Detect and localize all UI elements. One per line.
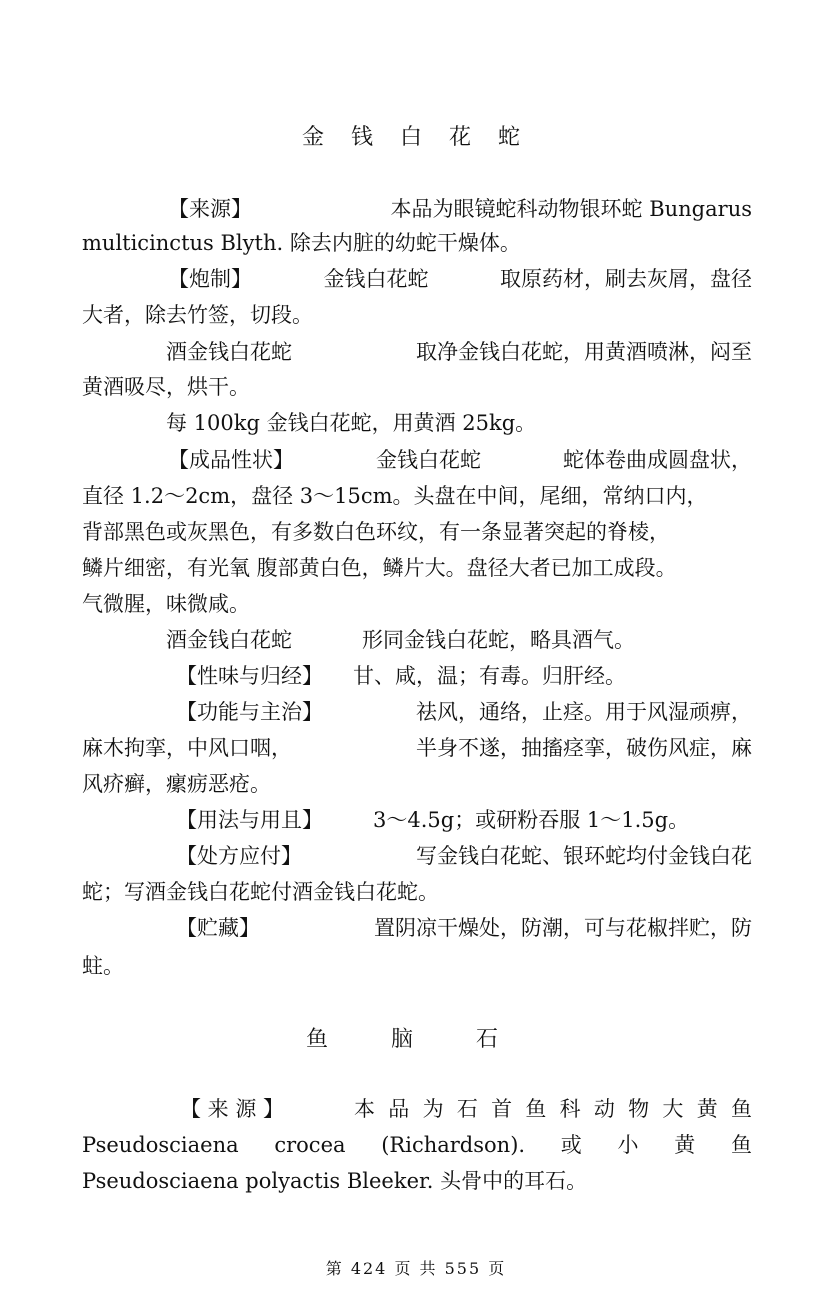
section2-source-word-1-2: 为 xyxy=(422,1097,444,1121)
section2-source-word-2-3: 或 xyxy=(560,1133,582,1157)
traits-text-4: 鳞片细密，有光氧 腹部黄白色，鳞片大。盘径大者已加工成段。 xyxy=(82,556,677,580)
function-line-3 xyxy=(82,769,752,799)
wine-traits-line xyxy=(82,625,752,655)
source-text: 本品为眼镜蛇科动物银环蛇 Bungarus xyxy=(390,197,752,221)
storage-label: 【贮藏】 xyxy=(176,916,260,940)
traits-text-2: 直径 1.2～2cm，盘径 3～15cm。头盘在中间，尾细，常纳口内， xyxy=(82,484,708,508)
section2-source-line-3 xyxy=(82,1166,752,1196)
wine-text-cont: 黄酒吸尽，烘干。 xyxy=(82,375,250,399)
storage-text-2: 蛀。 xyxy=(82,954,124,978)
section2-source-word-2-6: 鱼 xyxy=(730,1133,752,1157)
section2-source-word-1-5: 鱼 xyxy=(525,1097,547,1121)
processing-text-cont: 大者，除去竹签，切段。 xyxy=(82,303,313,327)
function-label: 【功能与主治】 xyxy=(176,700,323,724)
section2-source-word-2-0: Pseudosciaena xyxy=(82,1133,239,1157)
wine-traits-item: 酒金钱白花蛇 xyxy=(166,628,292,652)
processing-label: 【炮制】 xyxy=(168,267,252,291)
section2-source-word-1-6: 科 xyxy=(559,1097,581,1121)
section2-source-words-1 xyxy=(354,1094,752,1124)
source-line-1 xyxy=(82,194,752,224)
page-footer: 第 424 页 共 555 页 xyxy=(325,1259,507,1278)
traits-line-3 xyxy=(82,517,752,547)
section2-source-text-3: Pseudosciaena polyactis Bleeker. 头骨中的耳石。 xyxy=(82,1169,588,1193)
traits-text: 蛇体卷曲成圆盘状， xyxy=(563,448,752,472)
section2-source-label: 【 来 源 】 xyxy=(180,1097,285,1121)
ratio-text: 每 100kg 金钱白花蛇，用黄酒 25kg。 xyxy=(166,411,537,435)
storage-line-2 xyxy=(82,951,752,981)
usage-line xyxy=(82,805,752,835)
function-text-2b: 半身不遂，抽搐痉挛，破伤风症，麻 xyxy=(416,736,752,760)
prescription-text: 写金钱白花蛇、银环蛇均付金钱白花 xyxy=(416,844,752,868)
section2-source-line-1 xyxy=(82,1094,752,1124)
section2-source-word-1-11: 鱼 xyxy=(730,1097,752,1121)
traits-label: 【成品性状】 xyxy=(168,448,294,472)
source-label: 【来源】 xyxy=(168,197,252,221)
storage-text: 置阴凉干燥处，防潮，可与花椒拌贮，防 xyxy=(374,916,752,940)
section2-source-line-2 xyxy=(82,1130,752,1160)
source-text-cont: multicinctus Blyth. 除去内脏的幼蛇干燥体。 xyxy=(82,231,521,255)
wine-traits-text: 形同金钱白花蛇，略具酒气。 xyxy=(362,628,635,652)
traits-line-4 xyxy=(82,553,752,583)
section2-source-word-1-9: 大 xyxy=(662,1097,684,1121)
section2-source-word-1-3: 石 xyxy=(456,1097,478,1121)
processing-line-1 xyxy=(82,264,752,294)
prescription-label: 【处方应付】 xyxy=(176,844,302,868)
section2-source-word-1-0: 本 xyxy=(354,1097,376,1121)
traits-line-1 xyxy=(82,445,752,475)
processing-line-2 xyxy=(82,300,752,330)
traits-item: 金钱白花蛇 xyxy=(376,448,481,472)
ratio-line xyxy=(82,408,752,438)
function-text-3: 风疥癣，瘰疬恶疮。 xyxy=(82,772,271,796)
prescription-line-1 xyxy=(82,841,752,871)
section2-source-word-1-4: 首 xyxy=(491,1097,513,1121)
section-title-yunaoshi: 鱼 脑 石 xyxy=(306,1027,526,1052)
section2-source-word-1-8: 物 xyxy=(628,1097,650,1121)
function-text: 祛风，通络，止痉。用于风湿顽痹， xyxy=(416,700,752,724)
section2-source-word-2-5: 黄 xyxy=(674,1133,696,1157)
traits-text-3: 背部黑色或灰黑色，有多数白色环纹，有一条显著突起的脊棱， xyxy=(82,520,670,544)
function-line-1 xyxy=(82,697,752,727)
processing-text: 取原药材，刷去灰屑，盘径 xyxy=(500,267,752,291)
section2-source-word-1-10: 黄 xyxy=(696,1097,718,1121)
usage-text: 3～4.5g；或研粉吞服 1～1.5g。 xyxy=(373,808,690,832)
section2-source-word-1-7: 动 xyxy=(593,1097,615,1121)
traits-text-5: 气微腥，味微咸。 xyxy=(82,592,250,616)
prescription-line-2 xyxy=(82,877,752,907)
section-title-jinqian-baihuashe: 金 钱 白 花 蛇 xyxy=(302,125,530,150)
traits-line-2 xyxy=(82,481,752,511)
section2-source-word-2-4: 小 xyxy=(617,1133,639,1157)
wine-text: 取净金钱白花蛇，用黄酒喷淋，闷至 xyxy=(416,340,752,364)
usage-label: 【用法与用且】 xyxy=(176,808,323,832)
traits-line-5 xyxy=(82,589,752,619)
wine-processing-line-1 xyxy=(82,337,752,367)
taste-line xyxy=(82,661,752,691)
section2-source-word-2-1: crocea xyxy=(274,1133,346,1157)
taste-text: 甘、咸，温；有毒。归肝经。 xyxy=(353,664,626,688)
section2-source-word-1-1: 品 xyxy=(388,1097,410,1121)
function-line-2 xyxy=(82,733,752,763)
function-text-2a: 麻木拘挛，中风口咽， xyxy=(82,736,292,760)
processing-item: 金钱白花蛇 xyxy=(323,267,429,291)
wine-item: 酒金钱白花蛇 xyxy=(166,340,292,364)
storage-line-1 xyxy=(82,913,752,943)
wine-processing-line-2 xyxy=(82,372,752,402)
source-line-2 xyxy=(82,228,752,258)
section2-source-word-2-2: (Richardson). xyxy=(381,1133,526,1157)
prescription-text-2: 蛇；写酒金钱白花蛇付酒金钱白花蛇。 xyxy=(82,880,439,904)
taste-label: 【性味与归经】 xyxy=(176,664,323,688)
